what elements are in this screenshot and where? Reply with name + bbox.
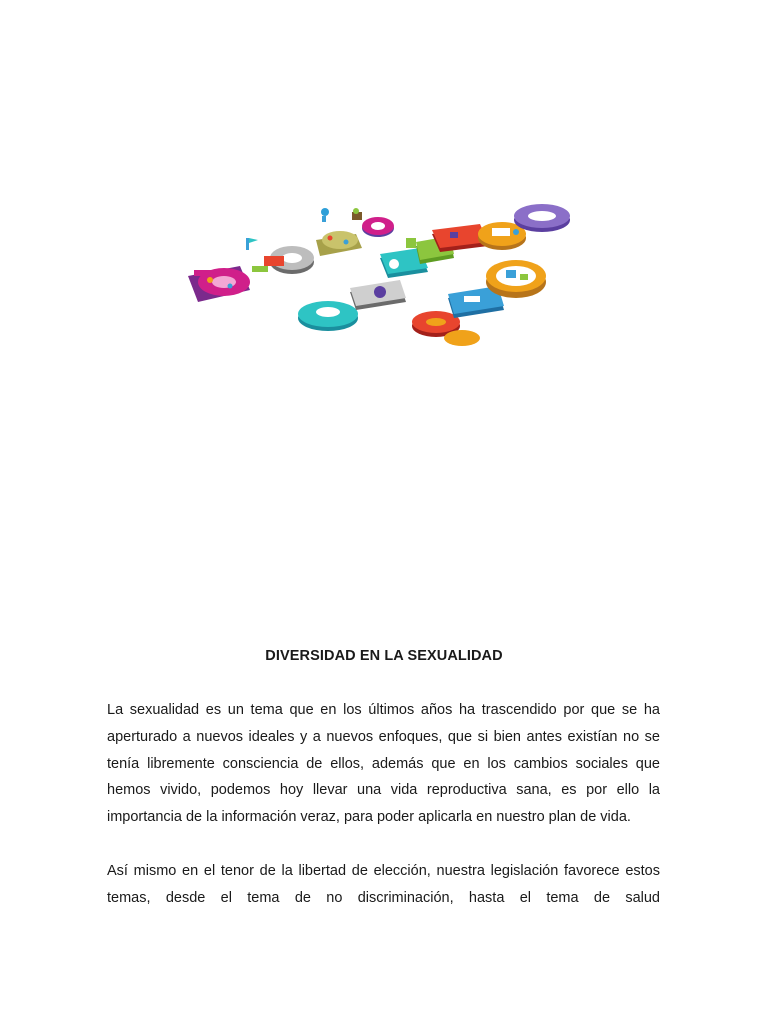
letter-block-n	[350, 280, 406, 310]
paragraph-1: La sexualidad es un tema que en los últimos años ha trascendido por que se ha aperturado a nuevos ideales y a nuevos enfoques, que si bien antes existían no se tenía libremente consciencia de ellos, además que en los cambios sociales que hemos vivido, podemos hoy llevar una vida reproductiva sana, es por ello la importancia de la información veraz, para poder aplicarla en nuestro plan de vida.	[107, 702, 660, 826]
letter-block-s-top	[352, 208, 394, 237]
page-title: DIVERSIDAD EN LA SEXUALIDAD	[265, 648, 503, 664]
letter-block-s-right	[514, 204, 570, 232]
letter-block-p-right	[486, 260, 546, 298]
letter-block-e-bottom	[298, 301, 358, 331]
letter-block-p	[188, 266, 250, 302]
letter-block-a	[252, 246, 314, 274]
flag-icon	[246, 238, 249, 250]
letter-block-s-bottom	[412, 311, 480, 346]
paragraph-2: Así mismo en el tenor de la libertad de elección, nuestra legislación favorece estos temas, desde el tema de no discriminación, hasta el tema de salud	[107, 863, 660, 906]
isometric-letters-illustration	[180, 198, 580, 358]
